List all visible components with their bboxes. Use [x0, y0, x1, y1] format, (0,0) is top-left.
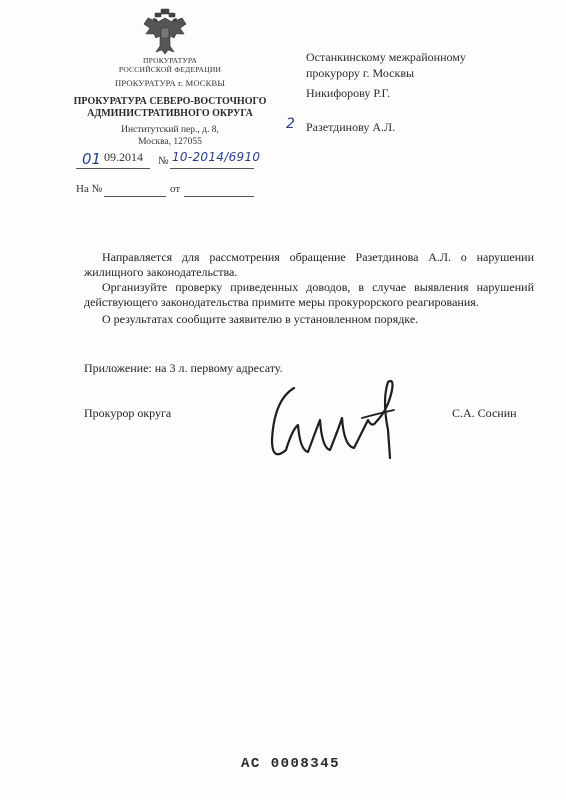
attachment-note: Приложение: на 3 л. первому адресату. — [84, 361, 283, 375]
ref-from-label: от — [170, 183, 181, 195]
date-printed: 09.2014 — [104, 150, 143, 164]
number-label: № — [158, 155, 169, 167]
header-district-line1: ПРОКУРАТУРА СЕВЕРО-ВОСТОЧНОГО — [73, 96, 267, 107]
number-handwritten: 10-2014/6910 — [172, 150, 261, 164]
letter-body — [84, 250, 534, 327]
form-serial-number: АС 0008345 — [241, 756, 341, 772]
header-address-line1: Институтский пер., д. 8, — [121, 125, 219, 135]
header-district-line2: АДМИНИСТРАТИВНОГО ОКРУГА — [87, 108, 253, 119]
recipient-line4-mark: 2 — [286, 116, 295, 132]
header-office-line1: ПРОКУРАТУРА — [143, 56, 197, 65]
coat-of-arms-icon — [142, 8, 188, 56]
body-paragraph1: Направляется для рассмотрения обращение Разетдинова А.Л. о нарушении жилищного законодательства. — [84, 250, 534, 279]
signatory-name: С.А. Соснин — [452, 406, 517, 420]
header-address-line2: Москва, 127055 — [138, 137, 202, 147]
header-office-line2: РОССИЙСКОЙ ФЕДЕРАЦИИ — [118, 65, 222, 74]
recipient-line2: прокурору г. Москвы — [306, 66, 415, 80]
ref-date-underline — [184, 196, 254, 197]
ref-number-underline — [104, 196, 166, 197]
body-paragraph3: О результатах сообщите заявителю в установленном порядке. — [102, 312, 419, 326]
number-underline — [170, 168, 254, 169]
ref-label: На № — [76, 183, 103, 195]
recipient-line4: Разетдинову А.Л. — [306, 120, 396, 134]
date-underline — [76, 168, 150, 169]
date-handwritten-day: 01 — [82, 150, 102, 168]
recipient-line3: Никифорову Р.Г. — [306, 86, 391, 100]
signature-position: Прокурор округа — [84, 406, 172, 420]
handwritten-signature — [264, 370, 414, 470]
recipient-line1: Останкинскому межрайонному — [306, 50, 466, 64]
header-moscow-office: ПРОКУРАТУРА г. МОСКВЫ — [115, 78, 225, 88]
body-paragraph2: Организуйте проверку приведенных доводов, в случае выявления нарушений действующего законодательства примите меры прокурорского реагирования. — [84, 280, 534, 309]
